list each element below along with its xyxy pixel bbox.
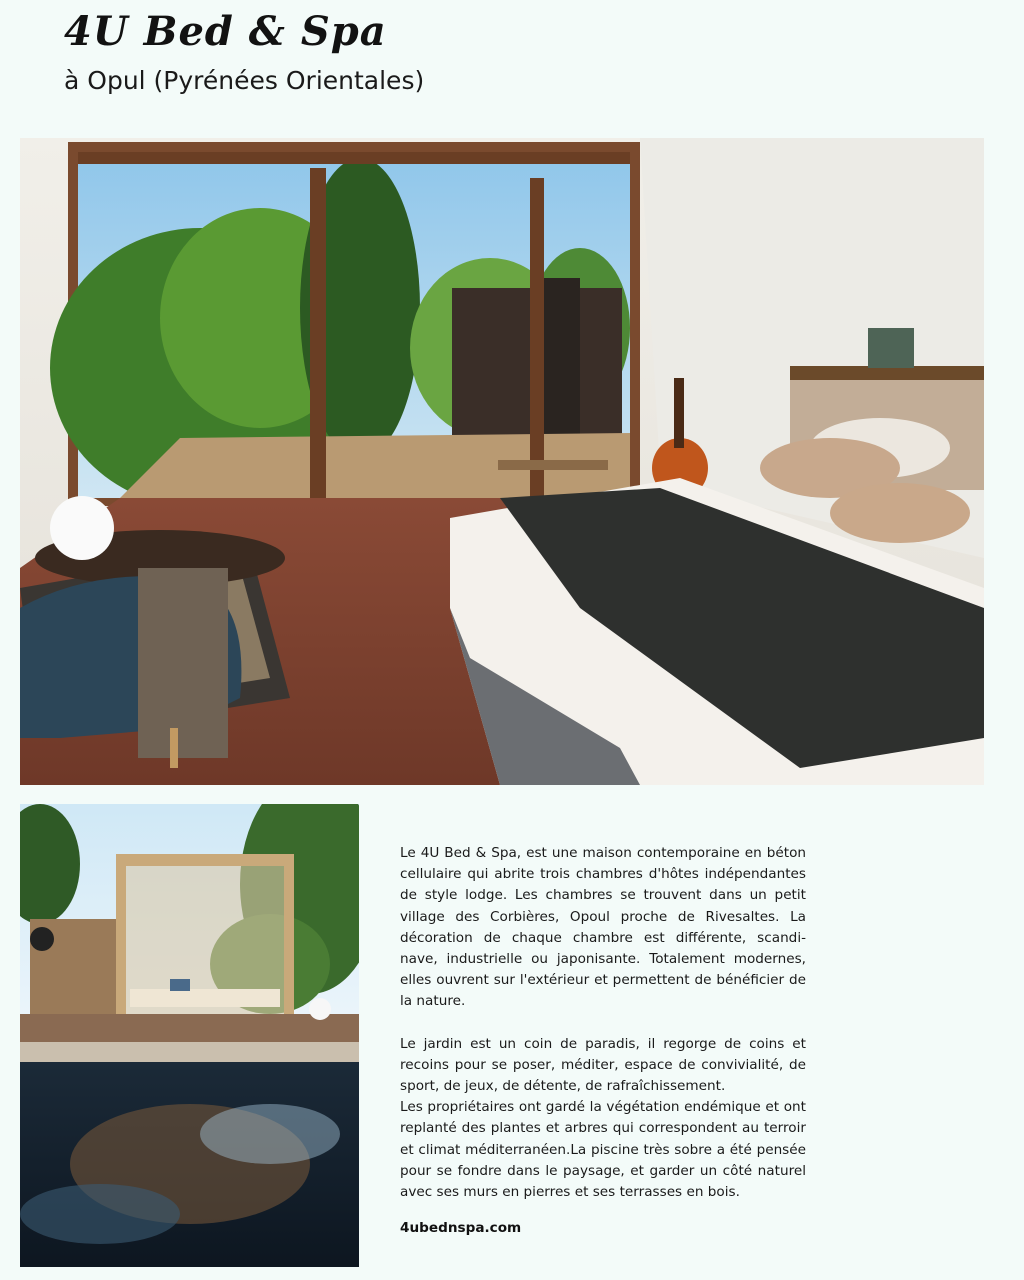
bedroom-photo: [20, 138, 984, 785]
garden-pool-photo: [20, 804, 359, 1267]
article-paragraph: Les propriétaires ont gardé la végétation endémique et ont replanté des plantes et arbres qui correspondent au terroir et climat méditerranéen.La piscine très sobre a été pensée pour se fondre dans le paysage, et garder un côté naturel avec ses murs en pierres et ses terrasses en bois.: [400, 1099, 806, 1201]
website-link[interactable]: 4ubednspa.com: [400, 1220, 522, 1236]
article-paragraph: Le jardin est un coin de paradis, il regorge de coins et recoins pour se poser, méditer, espace de convivialité, de sport, de jeux, de détente, de rafraîchissement.: [400, 1035, 806, 1095]
page-title: 4U Bed & Spa: [64, 8, 387, 55]
article-body: [400, 843, 806, 1203]
page-subtitle: à Opul (Pyrénées Orientales): [64, 66, 425, 95]
article-paragraph: Le 4U Bed & Spa, est une maison contemporaine en béton cellulaire qui abrite trois chambres d'hôtes indépendantes de style lodge. Les chambres se trouvent dans un petit village des Corbières, Opoul proche de Rivesaltes. La décoration de chaque chambre est différente, scandi- nave, industrielle ou japonisante. Totalement modernes, elles ouvrent sur l'extérieur et permettent de bénéficier de la nature.: [400, 845, 806, 1010]
